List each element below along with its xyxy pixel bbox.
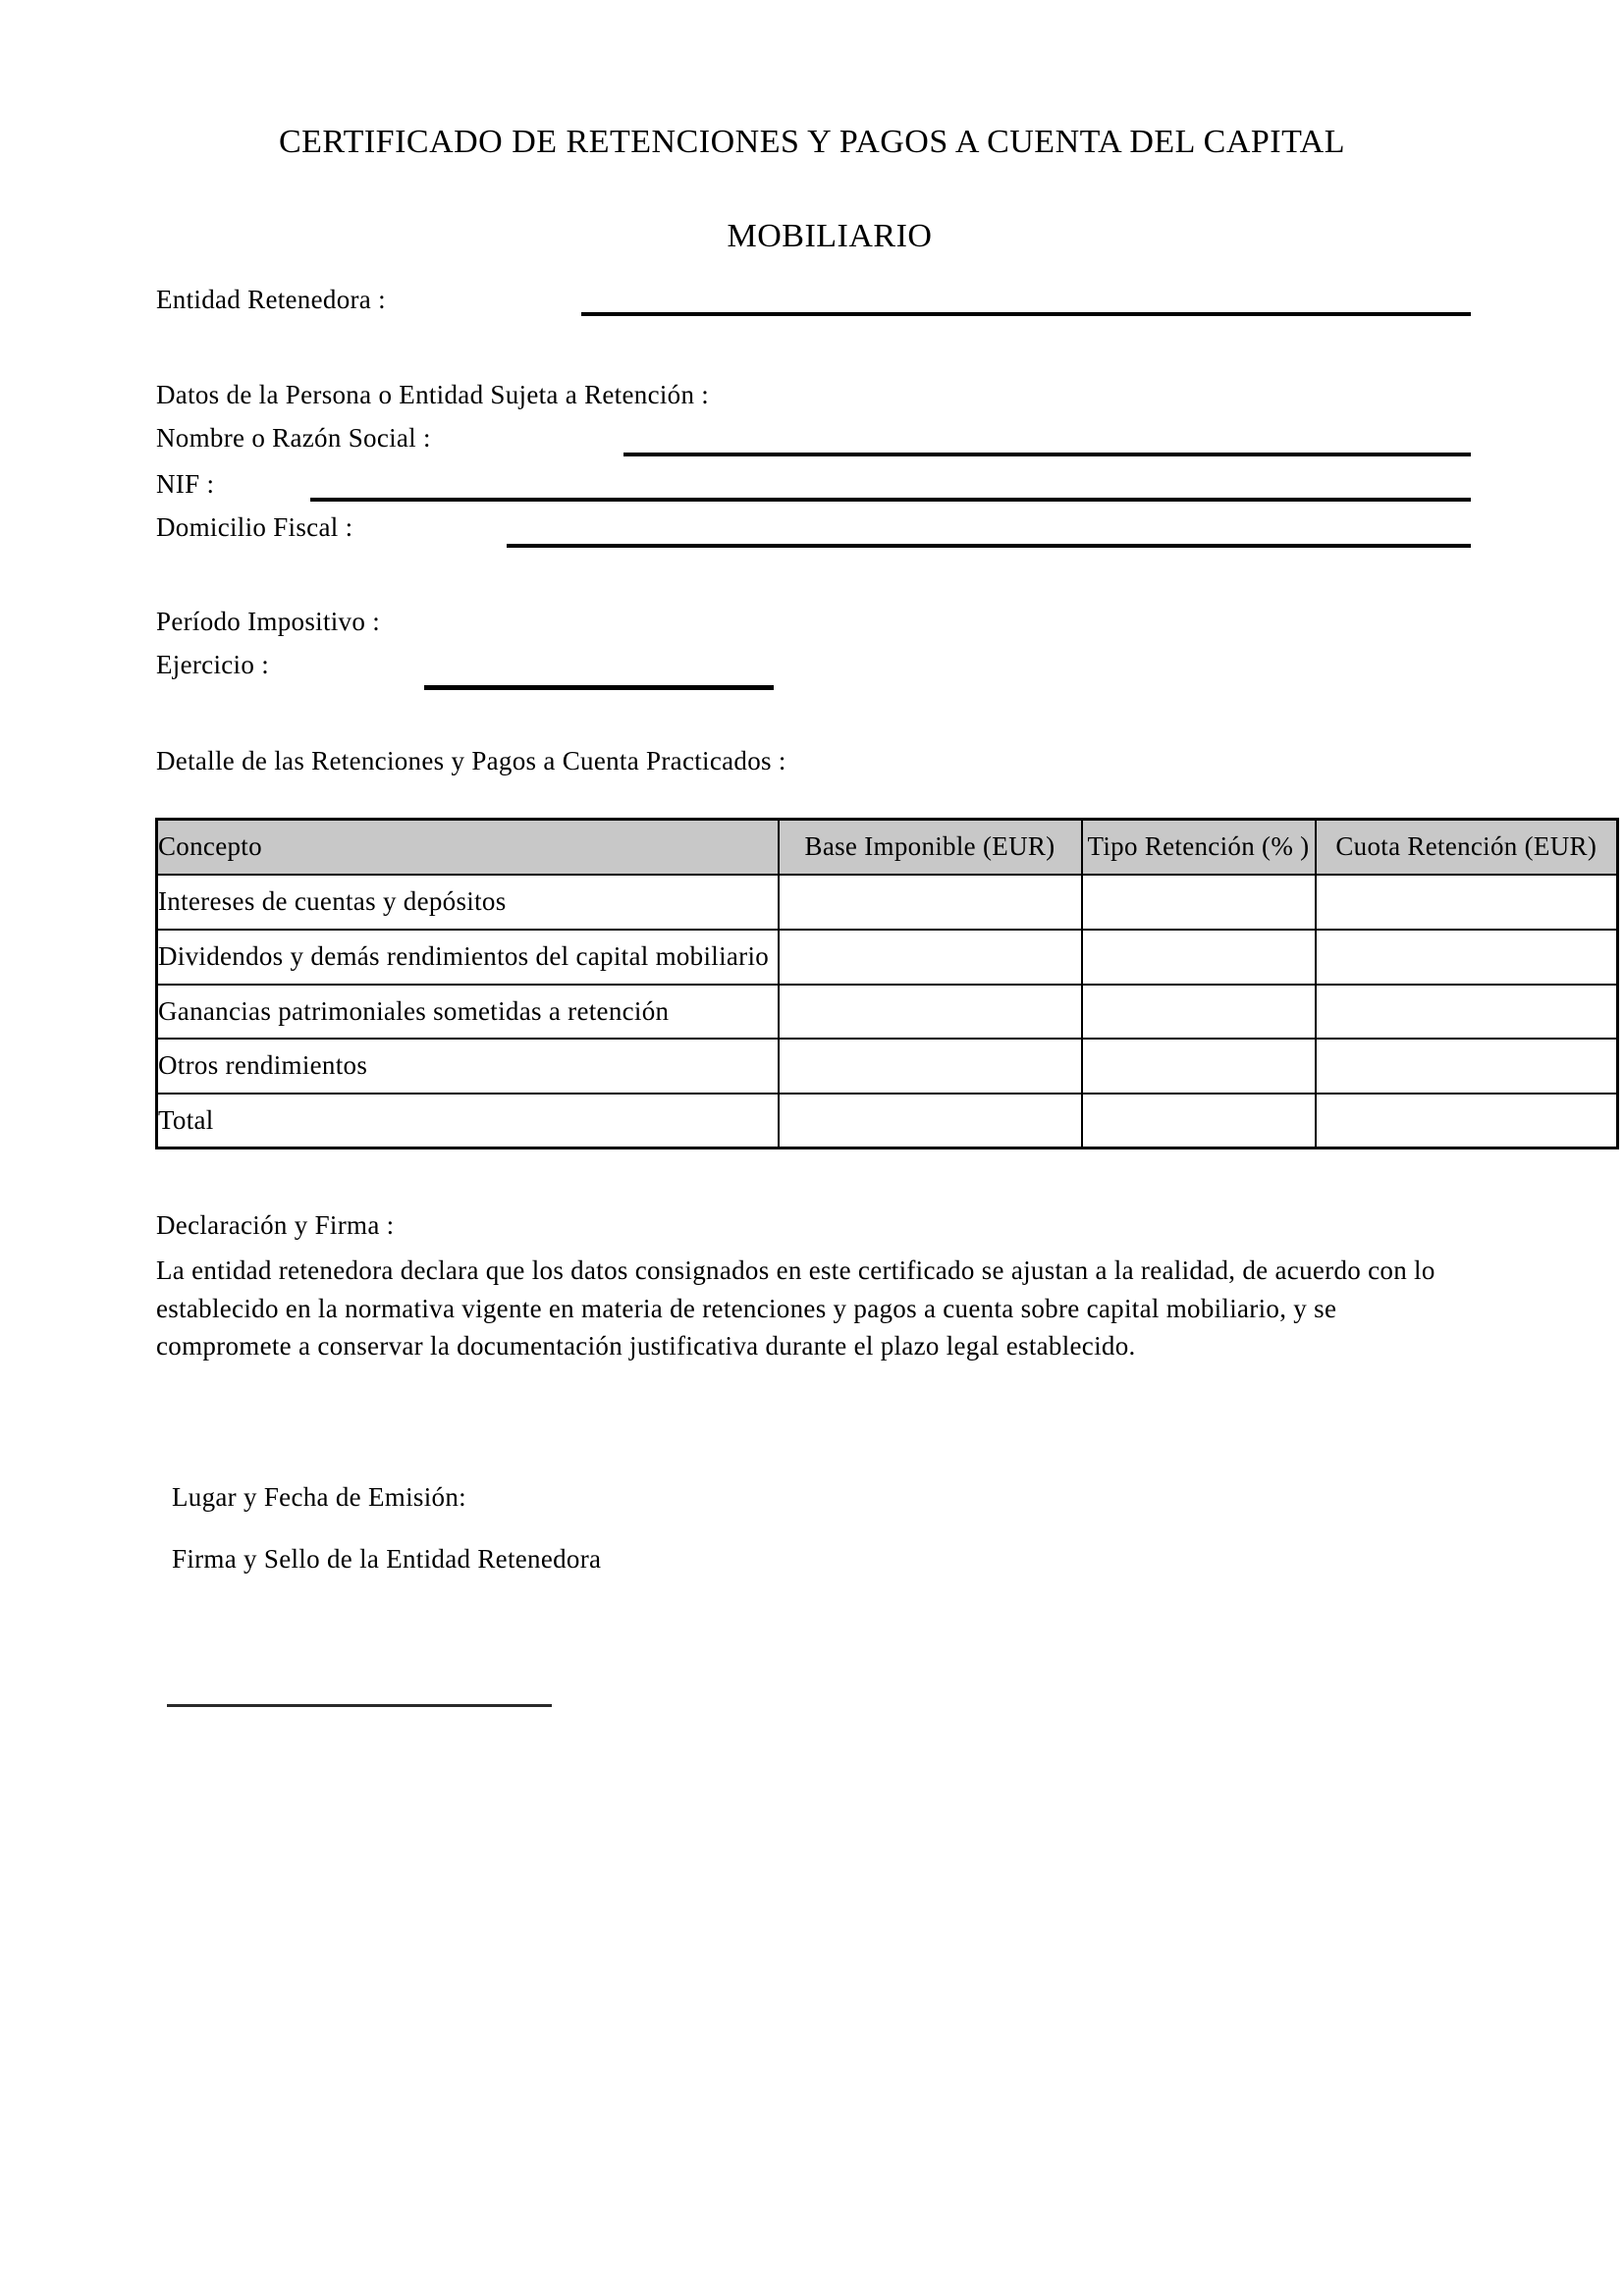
table-row	[157, 985, 1618, 1039]
cell-tipo-retencion-total[interactable]	[1082, 1094, 1316, 1148]
column-header-cuota-retencion: Cuota Retención (EUR)	[1316, 820, 1618, 875]
cell-base-imponible-row3[interactable]	[779, 985, 1082, 1039]
document-title-line2: MOBILIARIO	[727, 218, 933, 254]
lugar-fecha-label: Lugar y Fecha de Emisión:	[172, 1482, 466, 1512]
document-title	[0, 119, 1624, 307]
column-header-base-imponible: Base Imponible (EUR)	[779, 820, 1082, 875]
column-header-tipo-retencion: Tipo Retención (% )	[1082, 820, 1316, 875]
cell-cuota-retencion-row4[interactable]	[1316, 1039, 1618, 1094]
datos-sujeto-heading: Datos de la Persona o Entidad Sujeta a Retención :	[156, 380, 710, 409]
concepto-total: Total	[157, 1094, 779, 1148]
cell-base-imponible-row4[interactable]	[779, 1039, 1082, 1094]
periodo-impositivo-heading: Período Impositivo :	[156, 607, 380, 636]
table-header-row	[157, 820, 1618, 875]
domicilio-fiscal-label: Domicilio Fiscal :	[156, 512, 353, 542]
cell-base-imponible-row2[interactable]	[779, 930, 1082, 985]
cell-tipo-retencion-row3[interactable]	[1082, 985, 1316, 1039]
retenciones-table	[155, 818, 1619, 1149]
entidad-retenedora-field-line[interactable]	[581, 312, 1471, 316]
cell-base-imponible-row1[interactable]	[779, 875, 1082, 930]
table-row-total	[157, 1094, 1618, 1148]
detalle-heading: Detalle de las Retenciones y Pagos a Cuenta Practicados :	[156, 746, 786, 775]
nif-field-line[interactable]	[310, 498, 1471, 502]
cell-base-imponible-total[interactable]	[779, 1094, 1082, 1148]
firma-sello-label: Firma y Sello de la Entidad Retenedora	[172, 1544, 602, 1574]
column-header-concepto: Concepto	[157, 820, 779, 875]
declaration-body: La entidad retenedora declara que los datos consignados en este certificado se ajustan a la realidad, de acuerdo con lo establecido en la normativa vigente en materia de retenciones y pagos a cuenta sobre capital mobiliario, y se compromete a conservar la documentación justificativa durante el plazo legal establecido.	[156, 1255, 1435, 1361]
table-row	[157, 1039, 1618, 1094]
cell-tipo-retencion-row4[interactable]	[1082, 1039, 1316, 1094]
nombre-razon-social-field-line[interactable]	[623, 453, 1471, 456]
domicilio-fiscal-field-line[interactable]	[507, 544, 1471, 548]
concepto-ganancias: Ganancias patrimoniales sometidas a retención	[157, 985, 779, 1039]
signature-line[interactable]	[167, 1704, 552, 1707]
nif-label: NIF :	[156, 469, 215, 499]
cell-cuota-retencion-row1[interactable]	[1316, 875, 1618, 930]
concepto-intereses: Intereses de cuentas y depósitos	[157, 875, 779, 930]
cell-cuota-retencion-row2[interactable]	[1316, 930, 1618, 985]
entidad-retenedora-label: Entidad Retenedora :	[156, 285, 386, 314]
cell-tipo-retencion-row2[interactable]	[1082, 930, 1316, 985]
table-row	[157, 930, 1618, 985]
cell-cuota-retencion-row3[interactable]	[1316, 985, 1618, 1039]
document-title-line1: CERTIFICADO DE RETENCIONES Y PAGOS A CUENTA DEL CAPITAL	[278, 124, 1345, 160]
ejercicio-label: Ejercicio :	[156, 650, 269, 679]
table-row	[157, 875, 1618, 930]
nombre-razon-social-label: Nombre o Razón Social :	[156, 423, 431, 453]
cell-tipo-retencion-row1[interactable]	[1082, 875, 1316, 930]
concepto-otros: Otros rendimientos	[157, 1039, 779, 1094]
concepto-dividendos: Dividendos y demás rendimientos del capital mobiliario	[157, 930, 779, 985]
cell-cuota-retencion-total[interactable]	[1316, 1094, 1618, 1148]
declaracion-heading: Declaración y Firma :	[156, 1210, 395, 1240]
ejercicio-field-line[interactable]	[424, 685, 774, 690]
